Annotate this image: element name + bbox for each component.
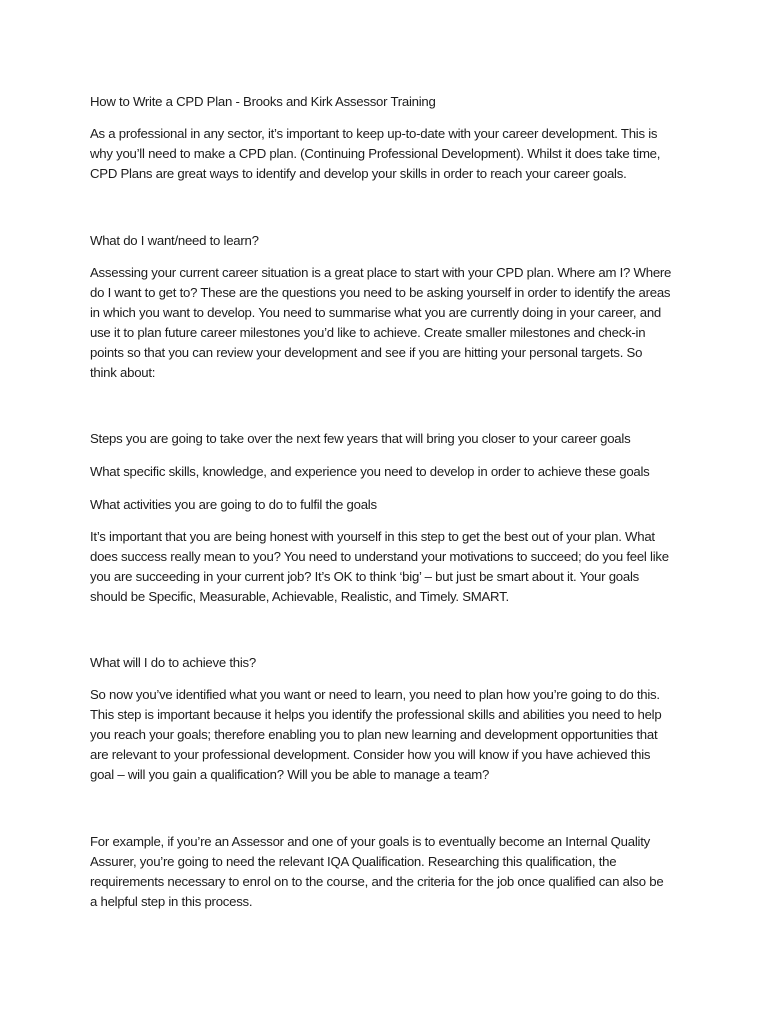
example-line: For example, if you’re an Assessor and one of your goals is to eventually become an Internal Quality <box>90 834 650 849</box>
document-title-text: How to Write a CPD Plan - Brooks and Kirk Assessor Training <box>90 94 436 109</box>
identified-line: This step is important because it helps you identify the professional skills and abilities you need to help <box>90 707 662 722</box>
honest-paragraph <box>90 527 690 607</box>
point-steps-text: Steps you are going to take over the next few years that will bring you closer to your career goals <box>90 431 631 446</box>
point-activities-text: What activities you are going to do to fulfil the goals <box>90 497 377 512</box>
identified-line: So now you’ve identified what you want or need to learn, you need to plan how you’re going to do this. <box>90 687 660 702</box>
intro-line: CPD Plans are great ways to identify and develop your skills in order to reach your career goals. <box>90 166 627 181</box>
example-line: requirements necessary to enrol on to the course, and the criteria for the job once qualified can also be <box>90 874 664 889</box>
identified-paragraph <box>90 685 690 785</box>
assessing-line: in which you want to develop. You need to summarise what you are currently doing in your career, and <box>90 305 661 320</box>
example-paragraph <box>90 832 690 912</box>
point-steps <box>90 429 690 449</box>
heading-achieve-text: What will I do to achieve this? <box>90 655 256 670</box>
identified-line: are relevant to your professional development. Consider how you will know if you have achieved this <box>90 747 651 762</box>
identified-line: goal – will you gain a qualification? Will you be able to manage a team? <box>90 767 490 782</box>
example-line: a helpful step in this process. <box>90 894 253 909</box>
point-skills <box>90 462 690 482</box>
identified-line: you reach your goals; therefore enabling you to plan new learning and development opportunities that <box>90 727 658 742</box>
intro-line: As a professional in any sector, it’s important to keep up-to-date with your career development. This is <box>90 126 658 141</box>
assessing-line: think about: <box>90 365 156 380</box>
document-title <box>90 92 690 112</box>
intro-paragraph <box>90 124 690 184</box>
example-line: Assurer, you’re going to need the relevant IQA Qualification. Researching this qualification, the <box>90 854 617 869</box>
heading-achieve <box>90 653 690 673</box>
assessing-paragraph <box>90 263 690 383</box>
intro-line: why you’ll need to make a CPD plan. (Continuing Professional Development). Whilst it does take time, <box>90 146 661 161</box>
point-activities <box>90 495 690 515</box>
assessing-line: do I want to get to? These are the questions you need to be asking yourself in order to identify the areas <box>90 285 671 300</box>
heading-what-to-learn-text: What do I want/need to learn? <box>90 233 259 248</box>
assessing-line: Assessing your current career situation is a great place to start with your CPD plan. Where am I? Where <box>90 265 672 280</box>
honest-line: should be Specific, Measurable, Achievable, Realistic, and Timely. SMART. <box>90 589 509 604</box>
assessing-line: points so that you can review your development and see if you are hitting your personal targets. So <box>90 345 643 360</box>
point-skills-text: What specific skills, knowledge, and experience you need to develop in order to achieve these goals <box>90 464 650 479</box>
heading-what-to-learn <box>90 231 690 251</box>
honest-line: you are succeeding in your current job? It’s OK to think ‘big’ – but just be smart about it. Your goals <box>90 569 639 584</box>
honest-line: It’s important that you are being honest with yourself in this step to get the best out of your plan. What <box>90 529 655 544</box>
assessing-line: use it to plan future career milestones you’d like to achieve. Create smaller milestones and check-in <box>90 325 646 340</box>
honest-line: does success really mean to you? You need to understand your motivations to succeed; do you feel like <box>90 549 669 564</box>
